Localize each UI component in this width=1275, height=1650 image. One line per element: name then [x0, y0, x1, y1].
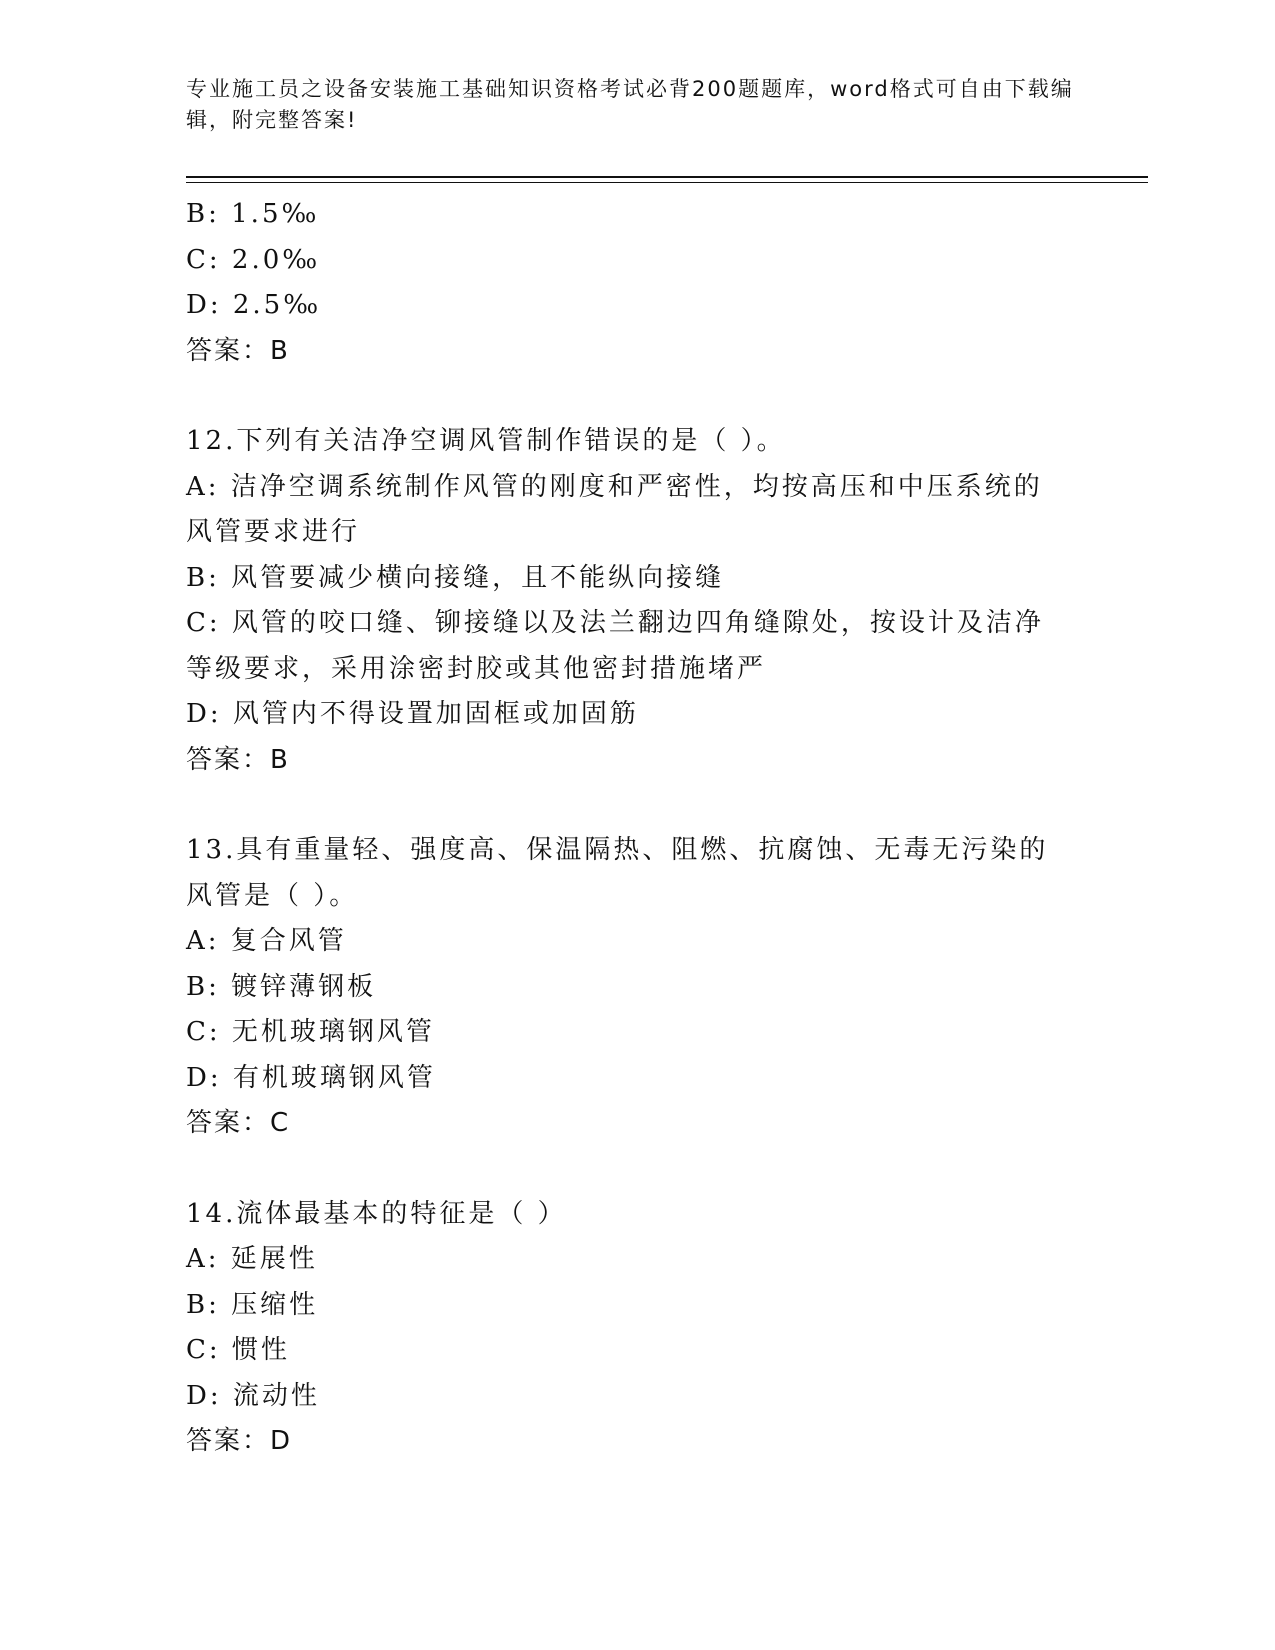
answer-line: 答案：D: [186, 1426, 293, 1456]
option-d: D: 2.5‰: [186, 290, 322, 320]
question-stem: 13.具有重量轻、强度高、保温隔热、阻燃、抗腐蚀、无毒无污染的风管是（ ）。: [186, 835, 1049, 911]
question-stem: 12.下列有关洁净空调风管制作错误的是（ ）。: [186, 426, 786, 456]
option-d: D: 风管内不得设置加固框或加固筋: [186, 699, 639, 729]
question-12: [186, 419, 1066, 783]
option-c: C: 2.0‰: [186, 244, 321, 275]
option-b: B: 镀锌薄钢板: [186, 971, 377, 1002]
previous-question-tail: [186, 192, 1066, 374]
option-b: B: 1.5‰: [186, 199, 320, 229]
answer-line: 答案：B: [186, 744, 290, 775]
option-c: C: 惯性: [186, 1335, 290, 1365]
question-13: [186, 828, 1066, 1147]
header-rule: [186, 176, 1148, 183]
answer-line: 答案：C: [186, 1108, 291, 1138]
option-c: C: 风管的咬口缝、铆接缝以及法兰翻边四角缝隙处，按设计及洁净等级要求，采用涂密封胶或其他密封措施堵严: [186, 608, 1044, 684]
option-a: A: 复合风管: [186, 926, 347, 956]
option-b: B: 压缩性: [186, 1289, 319, 1320]
option-a: A: 延展性: [186, 1244, 318, 1274]
option-d: D: 流动性: [186, 1380, 320, 1411]
document-body: [186, 192, 1066, 1465]
question-stem: 14.流体最基本的特征是（ ）: [186, 1198, 567, 1229]
question-14: [186, 1192, 1066, 1465]
answer-line: 答案：B: [186, 335, 290, 366]
option-d: D: 有机玻璃钢风管: [186, 1062, 436, 1093]
option-c: C: 无机玻璃钢风管: [186, 1017, 435, 1047]
option-a: A: 洁净空调系统制作风管的刚度和严密性，均按高压和中压系统的风管要求进行: [186, 471, 1043, 547]
page-header: 专业施工员之设备安装施工基础知识资格考试必背200题题库，word格式可自由下载编辑，附完整答案!: [186, 77, 1074, 132]
option-b: B: 风管要减少横向接缝，且不能纵向接缝: [186, 562, 725, 593]
